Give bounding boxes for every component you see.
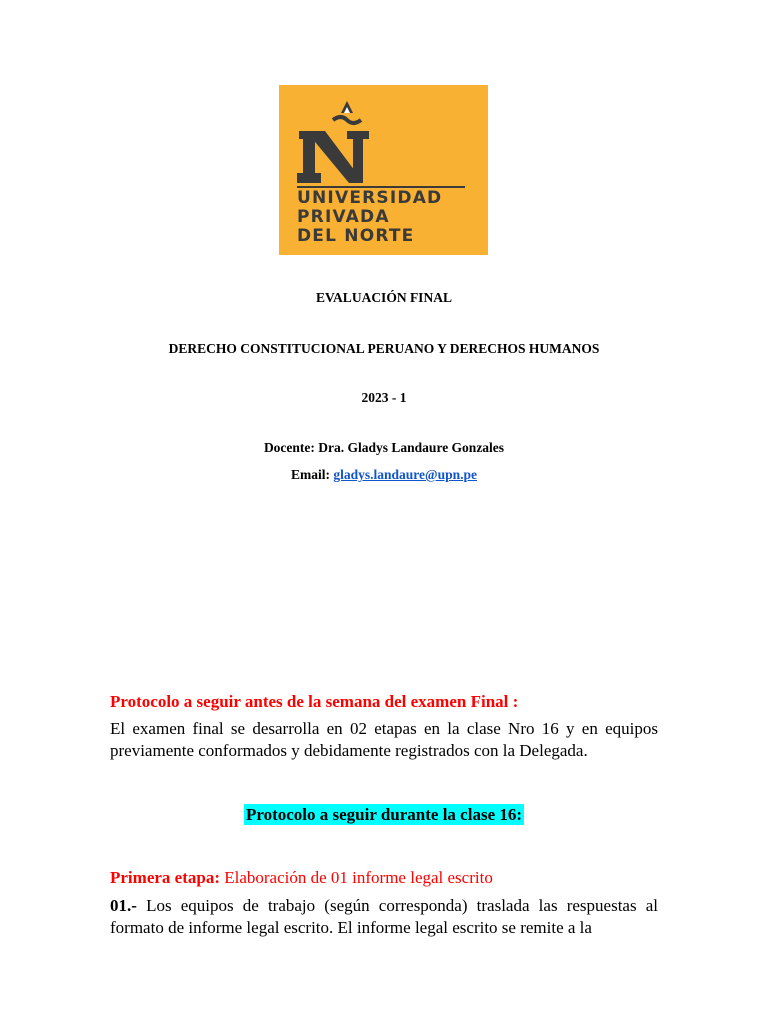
email-link[interactable]: gladys.landaure@upn.pe bbox=[333, 467, 477, 482]
first-stage-label: Primera etapa: bbox=[110, 868, 220, 887]
protocol-during-heading: Protocolo a seguir durante la clase 16: bbox=[245, 805, 523, 824]
email-line bbox=[0, 467, 768, 483]
first-stage-item-number: 01.- bbox=[110, 896, 137, 915]
academic-term: 2023 - 1 bbox=[361, 390, 407, 405]
first-stage-heading bbox=[110, 868, 658, 888]
protocol-before-heading: Protocolo a seguir antes de la semana del examen Final : bbox=[110, 692, 519, 711]
email-label: Email: bbox=[291, 467, 330, 482]
first-stage-title: Elaboración de 01 informe legal escrito bbox=[224, 868, 493, 887]
teacher-line: Docente: Dra. Gladys Landaure Gonzales bbox=[263, 440, 505, 455]
protocol-before-text: El examen final se desarrolla en 02 etapas en la clase Nro 16 y en equipos previamente conformados y debidamente registrados con la Delegada. bbox=[110, 719, 658, 760]
logo-line-1: UNIVERSIDAD bbox=[297, 188, 443, 208]
logo-line-3: DEL NORTE bbox=[297, 226, 415, 246]
logo-wordmark bbox=[297, 189, 482, 246]
protocol-during-heading-wrap bbox=[0, 805, 768, 825]
first-stage-item-text: Los equipos de trabajo (según corresponda) traslada las respuestas al formato de informe legal escrito. El informe legal escrito se remite a la bbox=[110, 896, 658, 937]
logo-line-2: PRIVADA bbox=[297, 207, 390, 227]
university-logo-mark-icon bbox=[297, 93, 377, 185]
first-stage-section bbox=[110, 868, 658, 939]
university-logo bbox=[279, 85, 488, 255]
course-name: DERECHO CONSTITUCIONAL PERUANO Y DERECHOS HUMANOS bbox=[168, 341, 600, 356]
first-stage-item bbox=[110, 895, 658, 939]
exam-title: EVALUACIÓN FINAL bbox=[316, 290, 452, 305]
protocol-before-section bbox=[110, 692, 658, 762]
